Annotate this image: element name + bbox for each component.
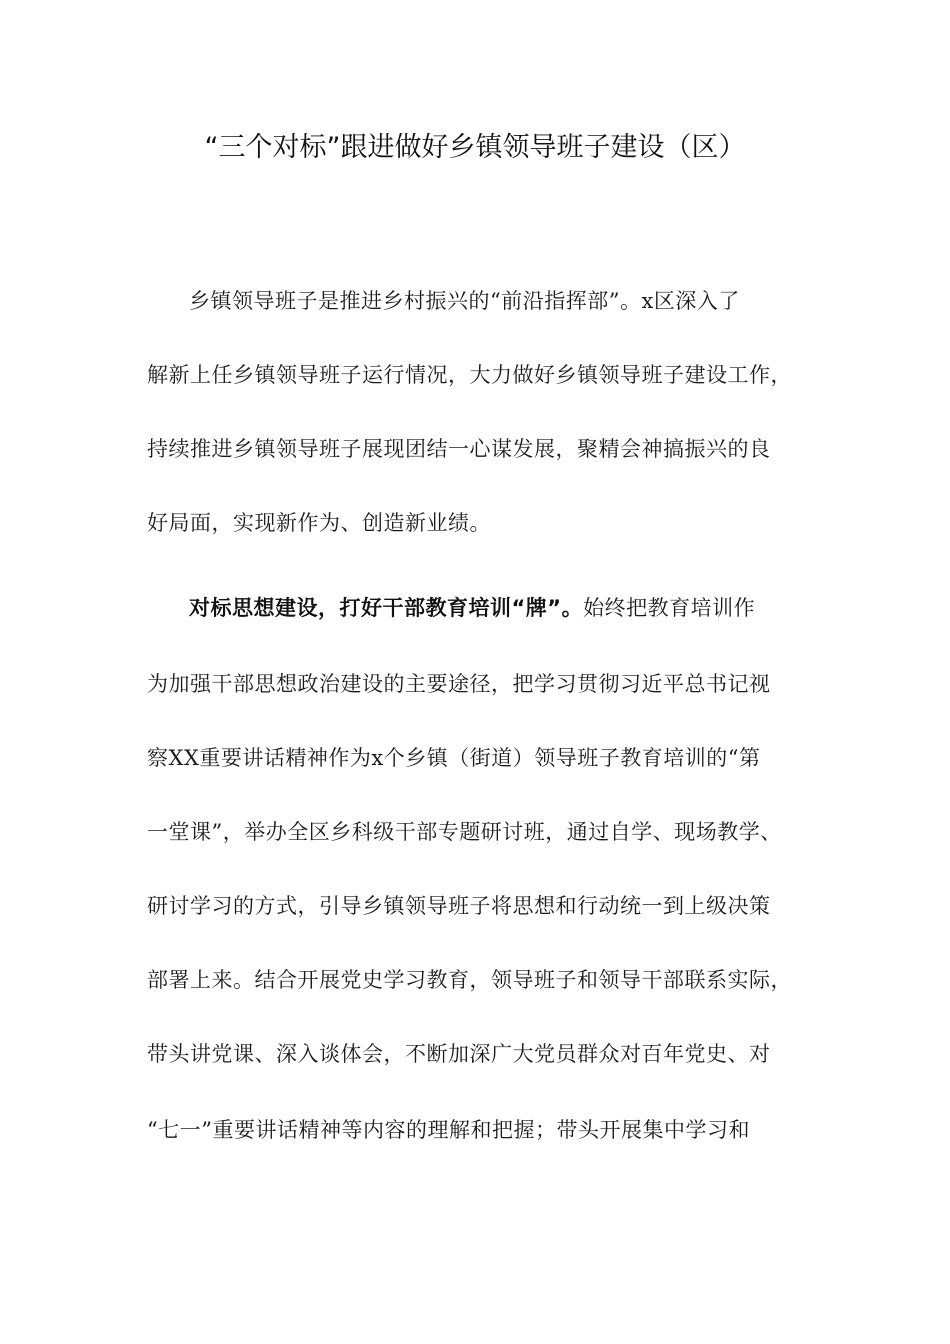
paragraph-line: 为加强干部思想政治建设的主要途径，把学习贯彻习近平总书记视 bbox=[147, 672, 771, 696]
paragraph-line: 持续推进乡镇领导班子展现团结一心谋发展，聚精会神搞振兴的良 bbox=[147, 437, 771, 461]
paragraph-line: 好局面，实现新作为、创造新业绩。 bbox=[147, 511, 491, 535]
paragraph-line: 部署上来。结合开展党史学习教育，领导班子和领导干部联系实际， bbox=[147, 968, 792, 992]
paragraph-line: 一堂课”，举办全区乡科级干部专题研讨班，通过自学、现场教学、 bbox=[147, 820, 782, 844]
document-title: “三个对标”跟进做好乡镇领导班子建设（区） bbox=[204, 132, 746, 163]
section-heading: 对标思想建设，打好干部教育培训“牌”。 bbox=[189, 596, 584, 620]
paragraph-line: 研讨学习的方式，引导乡镇领导班子将思想和行动统一到上级决策 bbox=[147, 894, 771, 918]
paragraph-first-line bbox=[189, 588, 849, 628]
paragraph-text: 始终把教育培训作 bbox=[583, 596, 756, 620]
paragraph-line: 察XX重要讲话精神作为x个乡镇（街道）领导班子教育培训的“第 bbox=[147, 746, 761, 770]
paragraph-line: 带头讲党课、深入谈体会，不断加深广大党员群众对百年党史、对 bbox=[147, 1042, 771, 1066]
paragraph-line: 乡镇领导班子是推进乡村振兴的“前沿指挥部”。x区深入了 bbox=[189, 289, 740, 313]
paragraph-line: 解新上任乡镇领导班子运行情况，大力做好乡镇领导班子建设工作， bbox=[147, 363, 792, 387]
paragraph-line: “七一”重要讲话精神等内容的理解和把握；带头开展集中学习和 bbox=[147, 1118, 750, 1142]
